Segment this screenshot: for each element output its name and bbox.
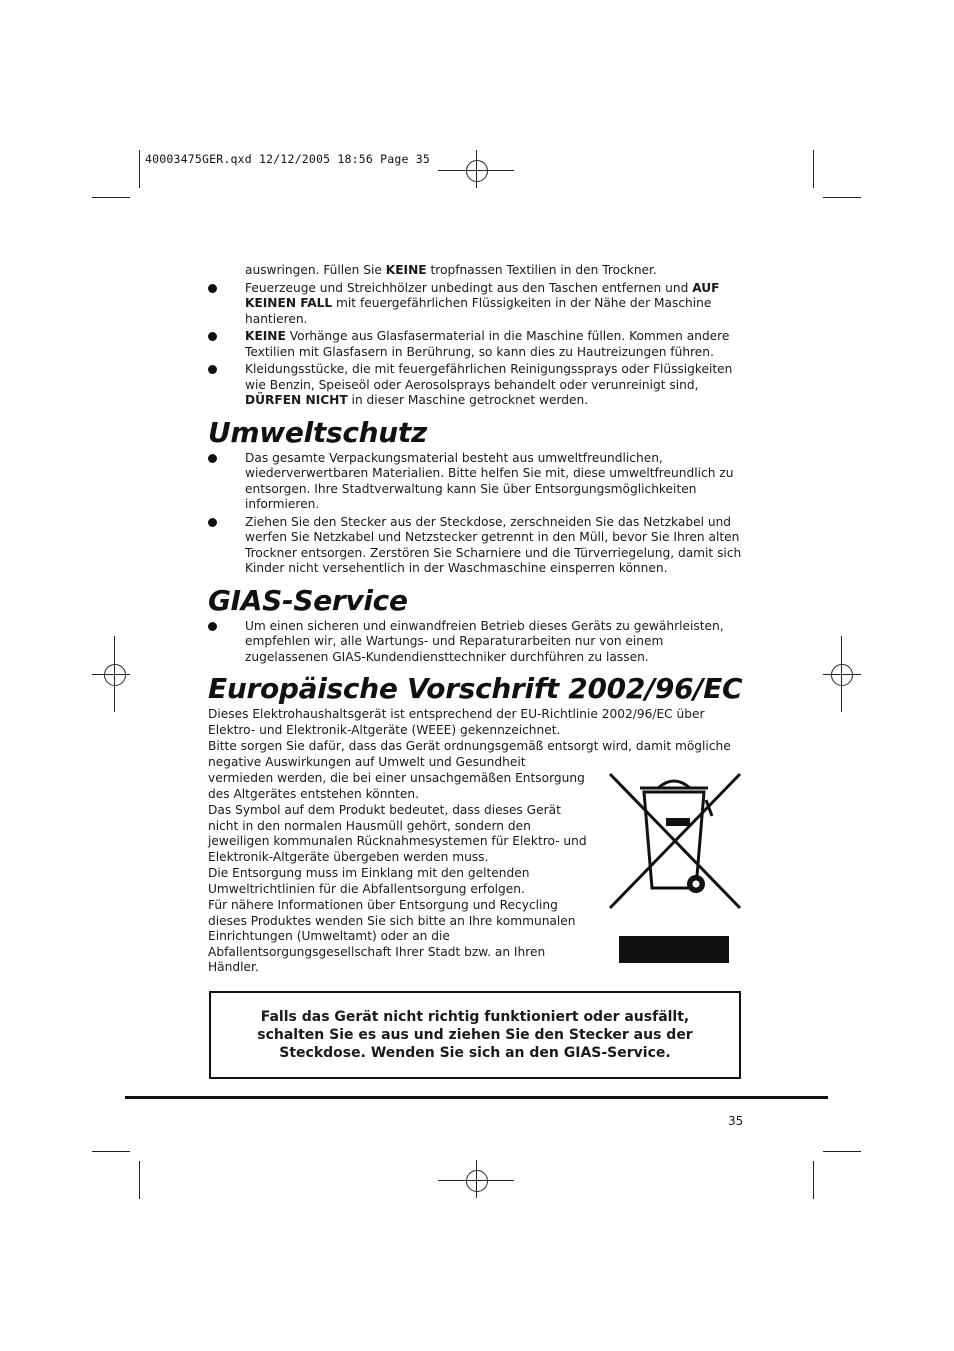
emphasis-text: KEINE — [245, 329, 286, 343]
bullet-icon — [208, 454, 217, 463]
weee-paragraph: vermieden werden, die bei einer unsachgemäßen Entsorgung des Altgerätes entstehen könnten. — [208, 771, 585, 801]
section-heading-weee: Europäische Vorschrift 2002/96/EC — [208, 672, 743, 705]
list-item: Ziehen Sie den Stecker aus der Steckdose, zerschneiden Sie das Netzkabel und werfen Sie Netzkabel und Netzstecker getrennt in den Müll, bevor Sie Ihren alten Trockner entsorgen. Zerstören Sie Scharniere und die Türverriegelung, damit sich Kinder nicht versehentlich in der Waschmaschine einsperren können. — [208, 515, 748, 577]
section-heading-service: GIAS-Service — [208, 583, 408, 617]
bullet-icon — [208, 365, 217, 374]
section-heading-umweltschutz: Umweltschutz — [208, 415, 427, 449]
weee-paragraph: Für nähere Informationen über Entsorgung und Recycling dieses Produktes wenden Sie sich bitte an Ihre kommunalen Einrichtungen (Umweltamt) oder an die Abfallentsorgungsgesellschaft Ihrer Stadt bzw. an Ihren Händler. — [208, 898, 576, 974]
weee-marking-bar — [619, 936, 729, 963]
emphasis-text: DÜRFEN NICHT — [245, 393, 348, 407]
bullet-icon — [208, 622, 217, 631]
page-number: 35 — [728, 1114, 744, 1128]
notice-box — [209, 991, 741, 1079]
intro-continuation: auswringen. Füllen Sie KEINE tropfnassen Textilien in den Trockner. — [245, 263, 657, 277]
list-item: Um einen sicheren und einwandfreien Betrieb dieses Geräts zu gewährleisten, empfehlen wir, alle Wartungs- und Reparaturarbeiten nur von einem zugelassenen GIAS-Kundendiensttechniker durchführen zu lassen. — [208, 619, 748, 666]
list-item: Feuerzeuge und Streichhölzer unbedingt aus den Taschen entfernen und AUF KEINEN FALL mit feuergefährlichen Flüssigkeiten in der Nähe der Maschine hantieren. — [208, 281, 748, 328]
weee-paragraph: Dieses Elektrohaushaltsgerät ist entsprechend der EU-Richtlinie 2002/96/EC über Elektro- und Elektronik-Altgeräte (WEEE) gekennzeichnet. — [208, 707, 705, 737]
weee-paragraph: Die Entsorgung muss im Einklang mit den geltenden Umweltrichtlinien für die Abfallentsorgung erfolgen. — [208, 866, 530, 896]
safety-bullet-list — [208, 281, 748, 409]
emphasis-text: AUF KEINEN FALL — [245, 280, 720, 310]
emphasis-text: KEINE — [385, 263, 427, 277]
list-item: Das gesamte Verpackungsmaterial besteht aus umweltfreundlichen, wiederverwertbaren Materialien. Bitte helfen Sie mit, diese umweltfreundlich zu entsorgen. Ihre Stadtverwaltung kann Sie über Entsorgungsmöglichkeiten informieren. — [208, 451, 748, 513]
umweltschutz-bullet-list — [208, 451, 748, 577]
list-item: Kleidungsstücke, die mit feuergefährlichen Reinigungssprays oder Flüssigkeiten wie Benzin, Speiseöl oder Aerosolsprays behandelt oder verunreinigt sind, DÜRFEN NICHT in dieser Maschine getrocknet werden. — [208, 362, 748, 409]
notice-text: Falls das Gerät nicht richtig funktioniert oder ausfällt, schalten Sie es aus und ziehen Sie den Stecker aus der Steckdose. Wenden Sie sich an den GIAS-Service. — [257, 1009, 693, 1061]
print-slug: 40003475GER.qxd 12/12/2005 18:56 Page 35 — [145, 152, 430, 166]
bullet-icon — [208, 332, 217, 341]
weee-paragraph: Bitte sorgen Sie dafür, dass das Gerät ordnungsgemäß entsorgt wird, damit mögliche negative Auswirkungen auf Umwelt und Gesundheit — [208, 739, 731, 769]
footer-rule — [125, 1096, 828, 1099]
weee-paragraph: Das Symbol auf dem Produkt bedeutet, dass dieses Gerät nicht in den normalen Hausmüll gehört, sondern den jeweiligen kommunalen Rücknahmesystemen für Elektro- und Elektronik-Altgeräte übergeben werden muss. — [208, 803, 587, 864]
bullet-icon — [208, 284, 217, 293]
list-item: KEINE Vorhänge aus Glasfasermaterial in die Maschine füllen. Kommen andere Textilien mit Glasfasern in Berührung, so kann dies zu Hautreizungen führen. — [208, 329, 748, 360]
crossed-out-bin-icon — [606, 770, 744, 912]
service-bullet-list — [208, 619, 748, 666]
bullet-icon — [208, 518, 217, 527]
